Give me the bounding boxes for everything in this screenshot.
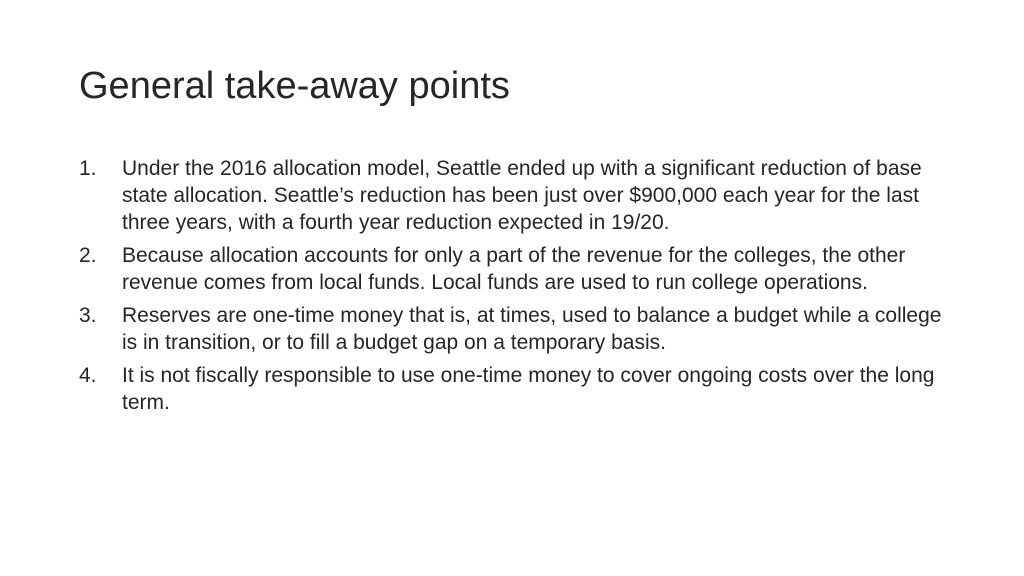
list-item-text: It is not fiscally responsible to use one-time money to cover ongoing costs over the long term. [122,364,935,414]
list-item-number: 1. [79,157,97,180]
list-item-text: Under the 2016 allocation model, Seattle ended up with a significant reduction of base state allocation. Seattle’s reduction has been just over $900,000 each year for the last three years, with a fourth year reduction expected in 19/20. [122,157,922,234]
list-item [79,362,949,416]
list-item [79,302,949,356]
list-item-number: 4. [79,364,97,387]
slide-title: General take-away points [79,65,510,107]
list-item [79,155,949,236]
list-item-number: 2. [79,244,97,267]
list-item-text: Reserves are one-time money that is, at times, used to balance a budget while a college is in transition, or to fill a budget gap on a temporary basis. [122,304,942,354]
list-item-text: Because allocation accounts for only a part of the revenue for the colleges, the other revenue comes from local funds. Local funds are used to run college operations. [122,244,906,294]
list-item [79,242,949,296]
takeaway-list [79,155,949,422]
list-item-number: 3. [79,304,97,327]
